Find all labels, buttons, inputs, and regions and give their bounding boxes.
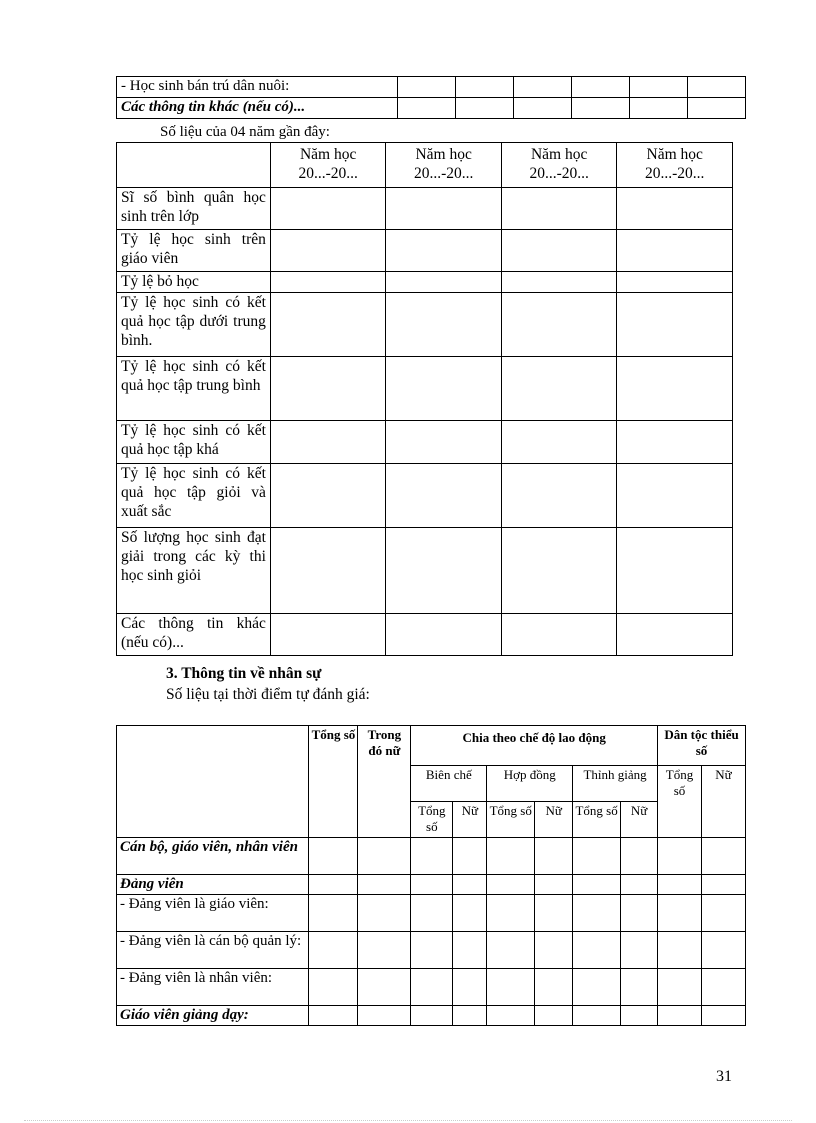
header-total: Tổng số: [309, 726, 358, 838]
header-year-3: Năm học 20...-20...: [501, 143, 617, 188]
caption-years: Số liệu của 04 năm gần đây:: [160, 124, 330, 140]
header-hopdong: Hợp đồng: [487, 766, 573, 802]
header-minority: Dân tộc thiểu số: [658, 726, 746, 766]
header-year-4: Năm học 20...-20...: [617, 143, 733, 188]
table-row: Sĩ số bình quân học sinh trên lớp: [117, 188, 733, 230]
table-row: Cán bộ, giáo viên, nhân viên: [117, 838, 746, 875]
table-header-row: [117, 726, 746, 766]
page-number: 31: [716, 1068, 732, 1085]
header-nu: Nữ: [701, 766, 745, 838]
section-subtitle: Số liệu tại thời điểm tự đánh giá:: [166, 686, 370, 703]
header-year-1: Năm học 20...-20...: [270, 143, 386, 188]
table-row: Đảng viên: [117, 875, 746, 895]
table-row: Tỷ lệ học sinh có kết quả học tập trung bình: [117, 357, 733, 421]
header-female: Trong đó nữ: [358, 726, 411, 838]
table-header-row: [117, 143, 733, 188]
table-row: - Đảng viên là nhân viên:: [117, 969, 746, 1006]
table-row: Các thông tin khác (nếu có)...: [117, 614, 733, 656]
table-row: Tỷ lệ bỏ học: [117, 272, 733, 293]
table-row: Tỷ lệ học sinh có kết quả học tập khá: [117, 421, 733, 464]
table-header-row: Tổng số Nữ Tổng số Nữ Tổng số Nữ: [117, 802, 746, 838]
table-row: - Đảng viên là giáo viên:: [117, 895, 746, 932]
top-table: [116, 76, 746, 119]
table-row: Tỷ lệ học sinh có kết quả học tập giỏi và xuất sắc: [117, 464, 733, 528]
years-table: [116, 142, 733, 656]
header-thinhgiang: Thỉnh giảng: [573, 766, 658, 802]
header-year-2: Năm học 20...-20...: [386, 143, 502, 188]
staff-table: [116, 725, 746, 1026]
table-row: Tỷ lệ học sinh có kết quả học tập dưới trung bình.: [117, 293, 733, 357]
footer-divider: [24, 1120, 792, 1121]
table-row: Giáo viên giảng dạy:: [117, 1006, 746, 1026]
table-row: Tỷ lệ học sinh trên giáo viên: [117, 230, 733, 272]
table-row: - Đảng viên là cán bộ quản lý:: [117, 932, 746, 969]
row-label: Các thông tin khác (nếu có)...: [117, 98, 398, 119]
section-title: 3. Thông tin về nhân sự: [166, 665, 322, 682]
header-tong: Tổng số: [658, 766, 702, 838]
table-row: Số lượng học sinh đạt giải trong các kỳ thi học sinh giỏi: [117, 528, 733, 614]
table-row: [117, 98, 746, 119]
header-bienche: Biên chế: [411, 766, 487, 802]
table-row: [117, 77, 746, 98]
row-label: - Học sinh bán trú dân nuôi:: [117, 77, 398, 98]
header-by-type: Chia theo chế độ lao động: [411, 726, 658, 766]
